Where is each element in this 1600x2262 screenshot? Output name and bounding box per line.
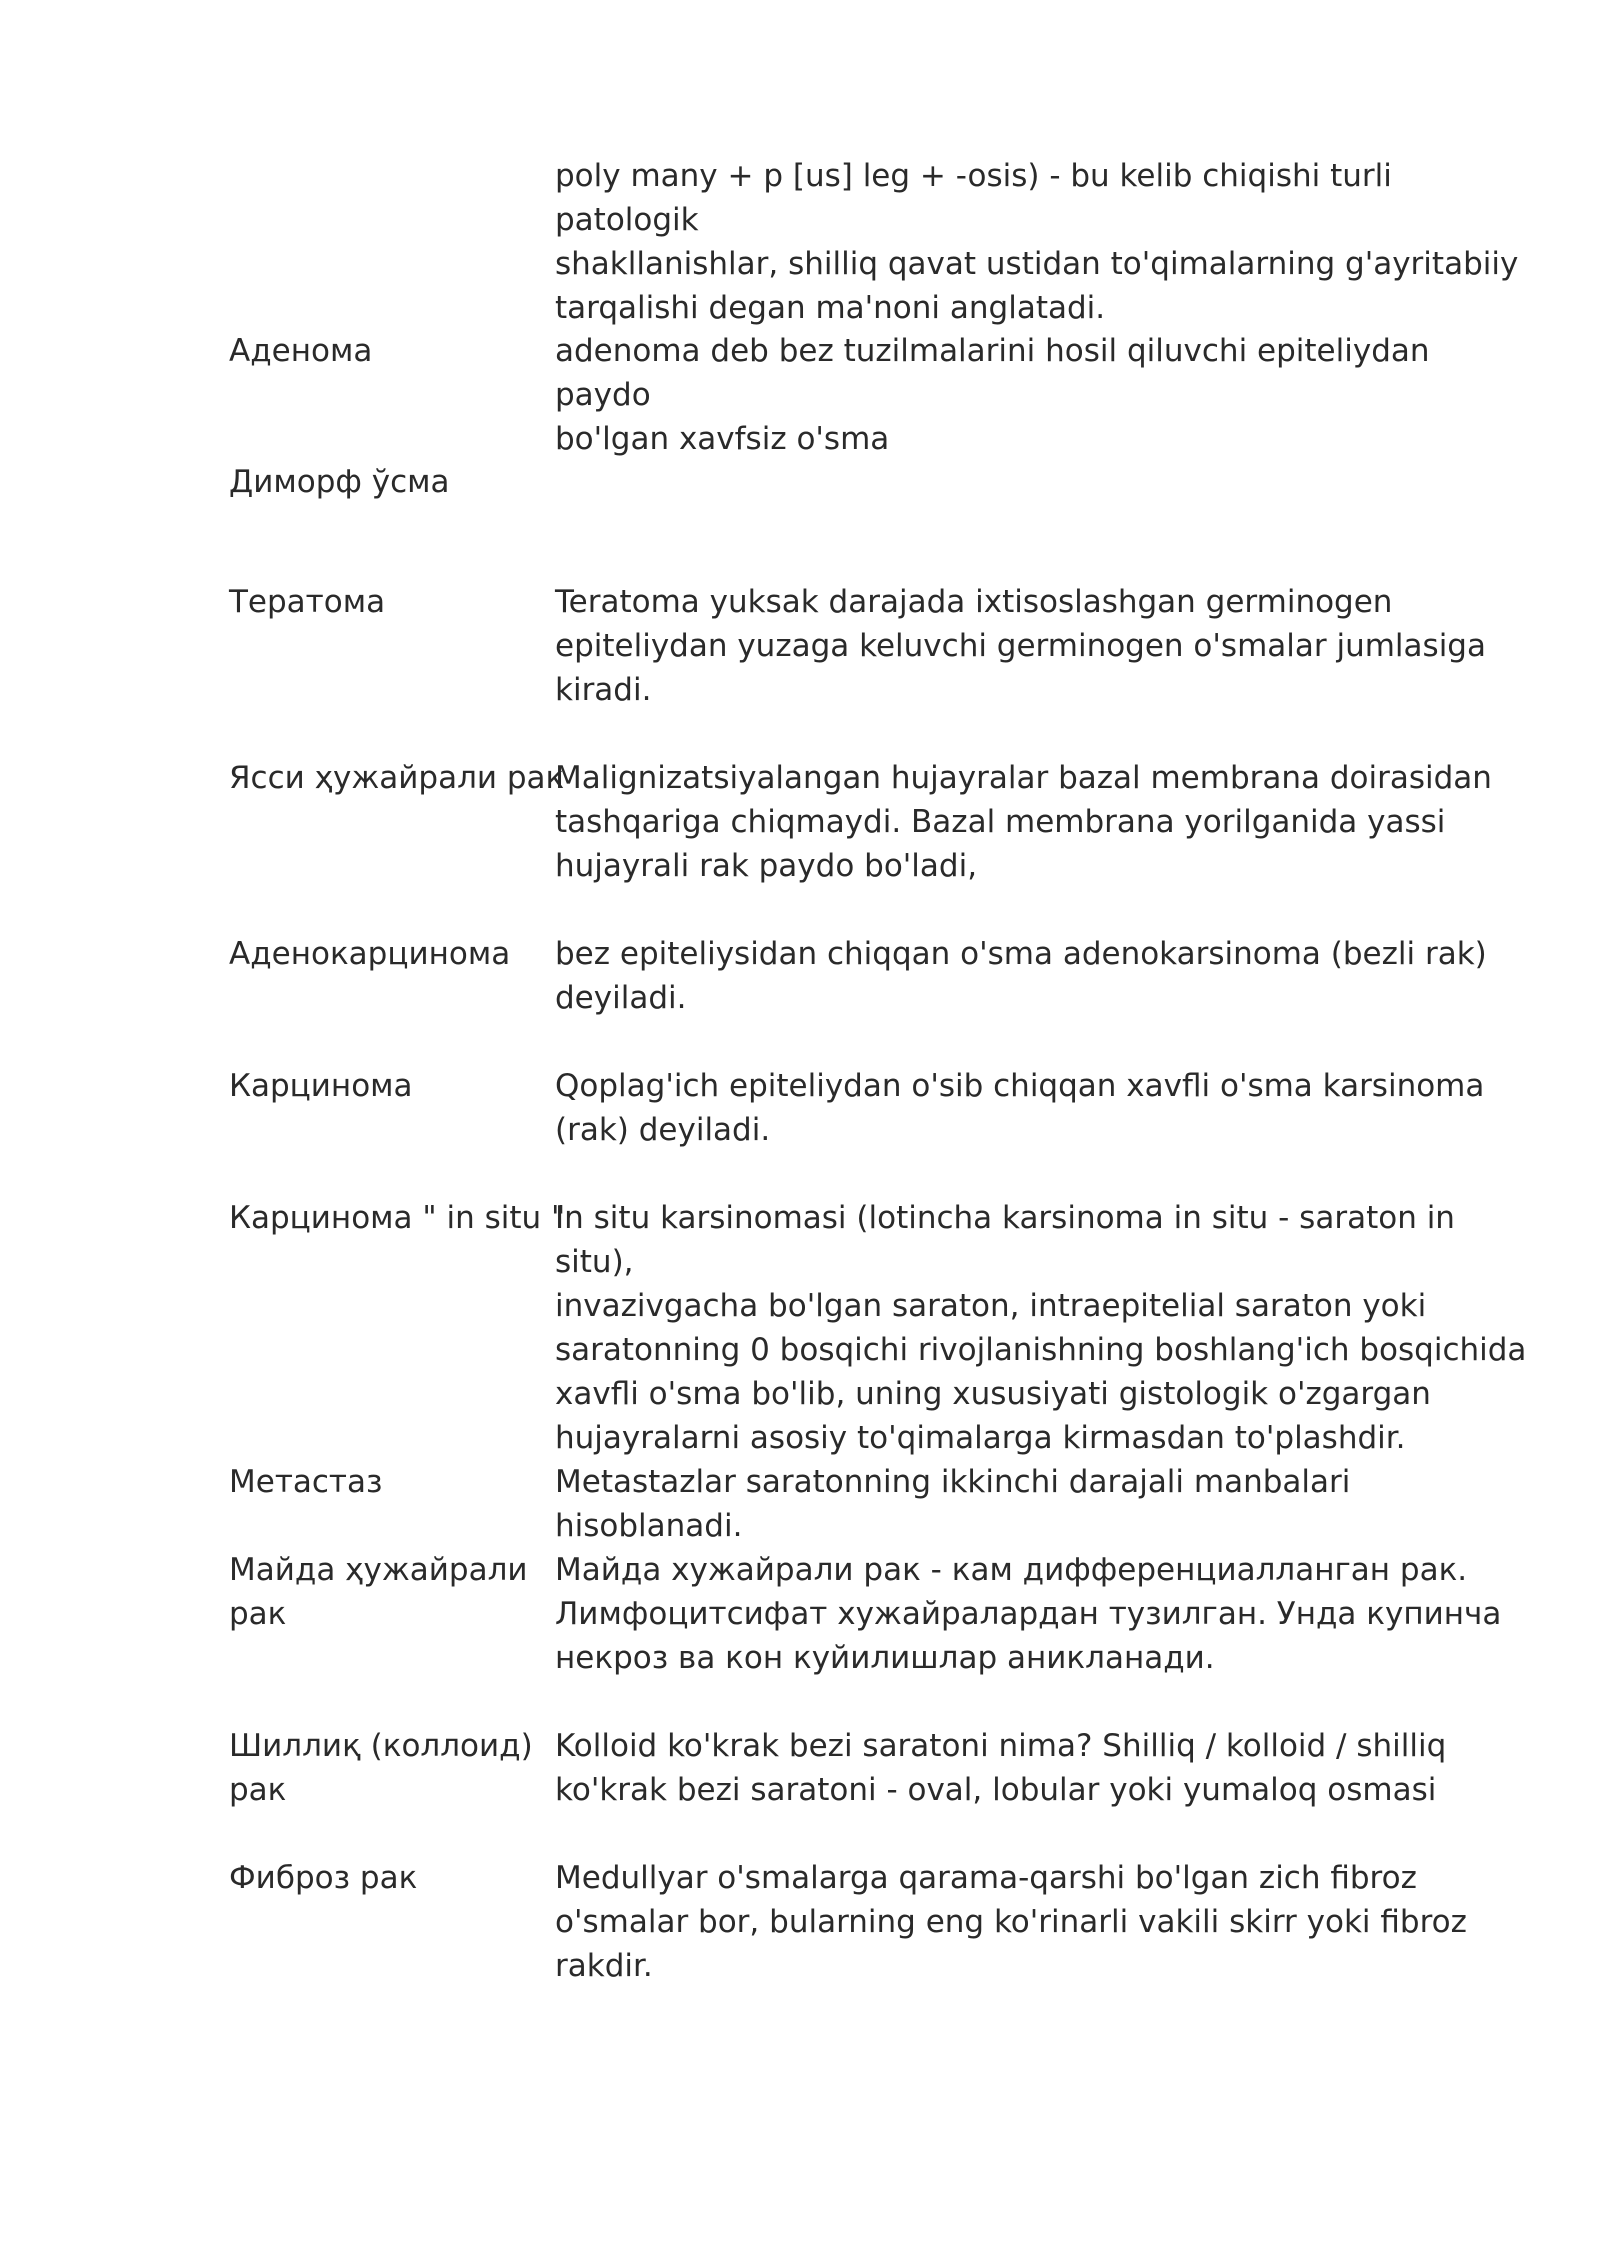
definition-line: poly many + p [us] leg + -osis) - bu kelib chiqishi turli patologik xyxy=(555,158,1392,238)
definition-line: hujayrali rak paydo bo'ladi, xyxy=(555,848,978,884)
entry-term: Карцинома " in situ " xyxy=(229,1200,566,1236)
definition-line: o'smalar bor, bularning eng ko'rinarli vakili skirr yoki fibroz xyxy=(555,1904,1467,1940)
entry-term: Метастаз xyxy=(229,1464,383,1500)
definition-line: xavfli o'sma bo'lib, uning xususiyati gistologik o'zgargan xyxy=(555,1376,1431,1412)
entry-term: Ясси ҳужайрали рак xyxy=(229,760,565,796)
entry-term: Карцинома xyxy=(229,1068,413,1104)
definition-line: adenoma deb bez tuzilmalarini hosil qiluvchi epiteliydan paydo xyxy=(555,333,1430,413)
definition-line: bez epiteliysidan chiqqan o'sma adenokarsinoma (bezli rak) xyxy=(555,936,1487,972)
entry-definition xyxy=(555,1856,1535,1988)
definition-line: epiteliydan yuzaga keluvchi germinogen o'smalar jumlasiga xyxy=(555,628,1486,664)
entry-term: Диморф ўсма xyxy=(229,464,450,500)
definition-line: Лимфоцитсифат хужайралардан тузилган. Унда купинча xyxy=(555,1596,1502,1632)
entry-definition xyxy=(555,1064,1535,1152)
definition-line: hujayralarni asosiy to'qimalarga kirmasdan to'plashdir. xyxy=(555,1420,1406,1456)
definition-line: saratonning 0 bosqichi rivojlanishning boshlang'ich bosqichida xyxy=(555,1332,1527,1368)
definition-line: Майда хужайрали рак - кам дифференциалланган рак. xyxy=(555,1552,1468,1588)
entry-definition xyxy=(555,1460,1535,1548)
definition-line: tashqariga chiqmaydi. Bazal membrana yorilganida yassi xyxy=(555,804,1446,840)
definition-line: Kolloid ko'krak bezi saratoni nima? Shilliq / kolloid / shilliq xyxy=(555,1728,1447,1764)
definition-line: Teratoma yuksak darajada ixtisoslashgan germinogen xyxy=(555,584,1393,620)
entry-term: Шиллиқ (коллоид) рак xyxy=(229,1728,533,1808)
definition-line: In situ karsinomasi (lotincha karsinoma in situ - saraton in situ), xyxy=(555,1200,1455,1280)
entry-definition xyxy=(555,580,1535,712)
entry-term: Майда ҳужайрали рак xyxy=(229,1552,528,1632)
entry-term: Аденокарцинома xyxy=(229,936,511,972)
definition-line: bo'lgan xavfsiz o'sma xyxy=(555,421,890,457)
definition-line: shakllanishlar, shilliq qavat ustidan to'qimalarning g'ayritabiiy xyxy=(555,246,1519,282)
definition-line: kiradi. xyxy=(555,672,652,708)
entry-definition xyxy=(555,329,1535,461)
entry-definition xyxy=(555,756,1535,888)
entry-definition xyxy=(555,154,1535,330)
entry-term: Тератома xyxy=(229,584,386,620)
definition-line: invazivgacha bo'lgan saraton, intraepitelial saraton yoki xyxy=(555,1288,1427,1324)
entry-term: Фиброз рак xyxy=(229,1860,418,1896)
definition-line: tarqalishi degan ma'noni anglatadi. xyxy=(555,290,1106,326)
entry-definition xyxy=(555,1548,1535,1680)
entry-definition xyxy=(555,932,1535,1020)
definition-line: Metastazlar saratonning ikkinchi darajali manbalari hisoblanadi. xyxy=(555,1464,1351,1544)
definition-line: Qoplag'ich epiteliydan o'sib chiqqan xavfli o'sma karsinoma xyxy=(555,1068,1485,1104)
definition-line: ko'krak bezi saratoni - oval, lobular yoki yumaloq osmasi xyxy=(555,1772,1437,1808)
definition-line: некроз ва кон куйилишлар аникланади. xyxy=(555,1640,1215,1676)
definition-line: (rak) deyiladi. xyxy=(555,1112,771,1148)
definition-line: Malignizatsiyalangan hujayralar bazal membrana doirasidan xyxy=(555,760,1492,796)
definition-line: Medullyar o'smalarga qarama-qarshi bo'lgan zich fibroz xyxy=(555,1860,1417,1896)
definition-line: deyiladi. xyxy=(555,980,687,1016)
entry-term: Аденома xyxy=(229,333,373,369)
definition-line: rakdir. xyxy=(555,1948,653,1984)
entry-definition xyxy=(555,1196,1535,1460)
entry-definition xyxy=(555,1724,1535,1812)
